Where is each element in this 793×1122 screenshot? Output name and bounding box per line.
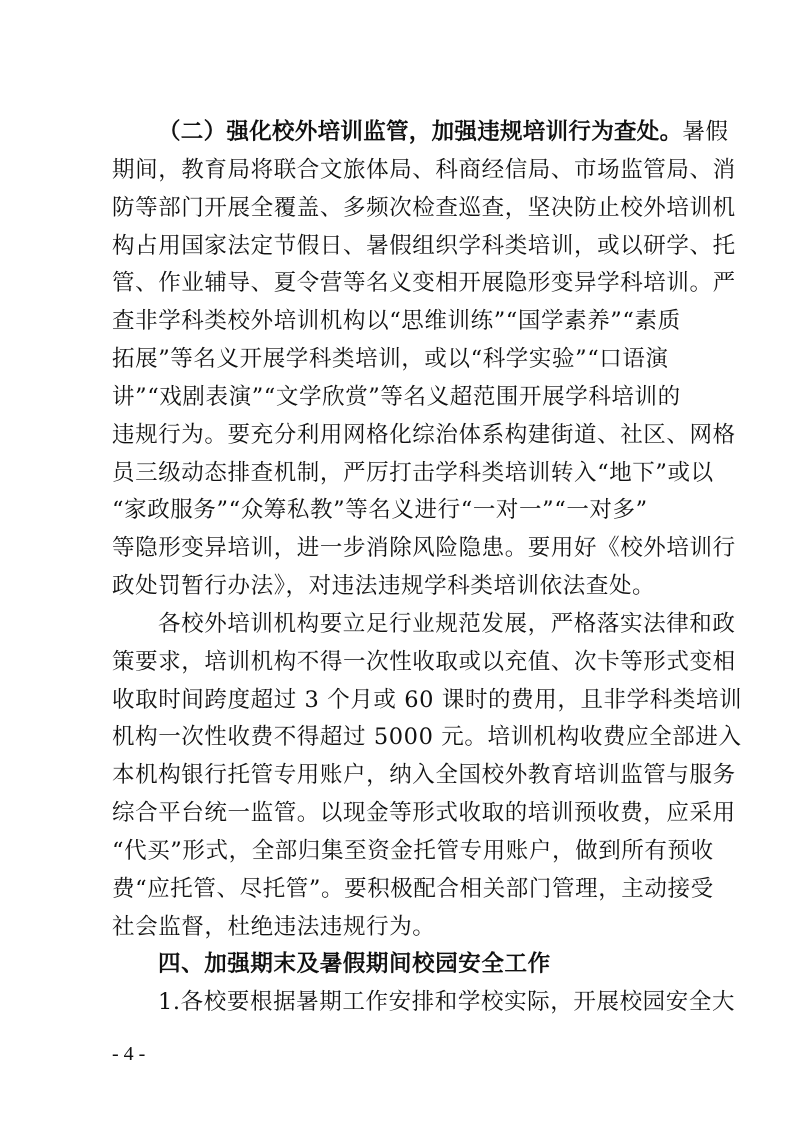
- para2-line-6: 综合平台统一监管。以现金等形式收取的培训预收费，应采用: [112, 800, 736, 826]
- para1-line-9: 违规行为。要充分利用网格化综治体系构建街道、社区、网格: [112, 421, 736, 448]
- para1-line-3: 防等部门开展全覆盖、多频次检查巡查，坚决防止校外培训机: [112, 194, 736, 221]
- para1-line-7: 拓展”等名义开展学科类培训，或以“科学实验”“口语演: [112, 346, 669, 372]
- para2-line-2: 策要求，培训机构不得一次性收取或以充值、次卡等形式变相: [112, 648, 736, 675]
- page-number: - 4 -: [112, 1043, 146, 1065]
- para1-line-1-rest: 暑假: [682, 119, 729, 145]
- para1-bold-lead: （二）强化校外培训监管，加强违规培训行为查处。: [158, 119, 683, 145]
- para2-line-5: 本机构银行托管专用账户，纳入全国校外教育培训监管与服务: [112, 762, 736, 789]
- para1-line-2: 期间，教育局将联合文旅体局、科商经信局、市场监管局、消: [112, 156, 736, 183]
- para1-line-10: 员三级动态排查机制，严厉打击学科类培训转入“地下”或以: [112, 459, 714, 486]
- section-heading: 四、加强期末及暑假期间校园安全工作: [158, 951, 551, 978]
- para2-line-4: 机构一次性收费不得超过 5000 元。培训机构收费应全部进入: [112, 724, 742, 751]
- para1-line-8: 讲”“戏剧表演”“文学欣赏”等名义超范围开展学科培训的: [112, 383, 681, 410]
- para2-line-8: 费“应托管、尽托管”。要积极配合相关部门管理，主动接受: [112, 875, 714, 902]
- para2-line-1: 各校外培训机构要立足行业规范发展，严格落实法律和政: [158, 610, 736, 637]
- para1-line-12: 等隐形变异培训，进一步消除风险隐患。要用好《校外培训行: [112, 535, 736, 562]
- para2-line-9: 社会监督，杜绝违法违规行为。: [112, 913, 436, 940]
- para1-line-5: 管、作业辅导、夏令营等名义变相开展隐形变异学科培训。严: [112, 270, 736, 297]
- para1-line-11: “家政服务”“众筹私教”等名义进行“一对一”“一对多”: [112, 497, 648, 524]
- para1-line-6: 查非学科类校外培训机构以“思维训练”“国学素养”“素质: [112, 308, 681, 335]
- para1-line-13: 政处罚暂行办法》，对违法违规学科类培训依法查处。: [112, 573, 656, 599]
- para2-line-7: “代买”形式，全部归集至资金托管专用账户，做到所有预收: [112, 837, 714, 864]
- para1-line-1: [158, 112, 729, 152]
- para1-line-4: 构占用国家法定节假日、暑假组织学科类培训，或以研学、托: [112, 232, 736, 259]
- para2-line-3: 收取时间跨度超过 3 个月或 60 课时的费用，且非学科类培训: [112, 686, 743, 713]
- para3-line-1: 1.各校要根据暑期工作安排和学校实际，开展校园安全大: [158, 989, 736, 1016]
